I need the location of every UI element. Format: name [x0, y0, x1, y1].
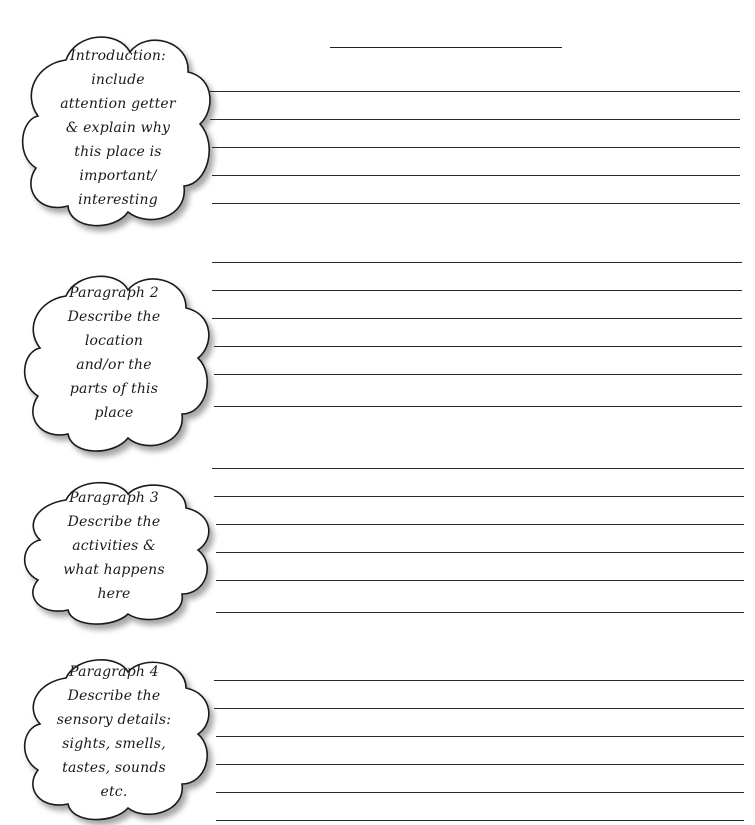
prompt-line: here	[97, 586, 131, 602]
prompt-line: Introduction:	[70, 48, 166, 64]
writing-line[interactable]	[214, 346, 742, 347]
writing-line[interactable]	[212, 290, 742, 291]
prompt-line: tastes, sounds	[62, 760, 166, 776]
writing-line[interactable]	[216, 764, 744, 765]
prompt-line: this place is	[74, 144, 162, 160]
writing-line[interactable]	[216, 736, 744, 737]
writing-line[interactable]	[212, 468, 744, 469]
prompt-line: & explain why	[65, 120, 171, 136]
writing-line[interactable]	[216, 820, 744, 821]
writing-line[interactable]	[216, 552, 744, 553]
writing-line[interactable]	[216, 580, 744, 581]
prompt-line: parts of this	[69, 381, 159, 397]
writing-line[interactable]	[214, 680, 744, 681]
prompt-line: location	[84, 333, 144, 349]
prompt-line: Paragraph 4	[69, 664, 159, 680]
prompt-line: place	[94, 405, 134, 421]
writing-line[interactable]	[216, 612, 744, 613]
writing-line[interactable]	[210, 119, 740, 120]
writing-line[interactable]	[216, 524, 744, 525]
prompt-line: interesting	[78, 192, 158, 208]
writing-line[interactable]	[214, 708, 744, 709]
prompt-line: attention getter	[60, 96, 176, 112]
writing-line[interactable]	[212, 262, 742, 263]
writing-line[interactable]	[214, 406, 742, 407]
prompt-line: and/or the	[76, 357, 152, 373]
prompt-line: sensory details:	[56, 712, 172, 728]
writing-line[interactable]	[212, 175, 740, 176]
prompt-line: Describe the	[67, 309, 161, 325]
prompt-line: important/	[79, 168, 157, 184]
writing-line[interactable]	[212, 318, 742, 319]
cloud-prompt-text	[24, 486, 204, 606]
prompt-line: sights, smells,	[62, 736, 166, 752]
prompt-line: what happens	[63, 562, 165, 578]
writing-line[interactable]	[212, 203, 740, 204]
cloud-prompt-text	[28, 40, 208, 216]
prompt-line: activities &	[72, 538, 156, 554]
title-blank-line	[330, 47, 562, 48]
writing-line[interactable]	[214, 496, 744, 497]
writing-line[interactable]	[210, 91, 740, 92]
prompt-line: include	[91, 72, 145, 88]
prompt-line: Paragraph 2	[69, 285, 159, 301]
writing-line[interactable]	[214, 374, 742, 375]
prompt-line: Describe the	[67, 688, 161, 704]
prompt-line: Paragraph 3	[69, 490, 159, 506]
cloud-prompt-text	[24, 660, 204, 804]
cloud-prompt-text	[24, 280, 204, 426]
prompt-line: etc.	[100, 784, 128, 800]
writing-line[interactable]	[216, 792, 744, 793]
prompt-line: Describe the	[67, 514, 161, 530]
writing-line[interactable]	[212, 147, 740, 148]
